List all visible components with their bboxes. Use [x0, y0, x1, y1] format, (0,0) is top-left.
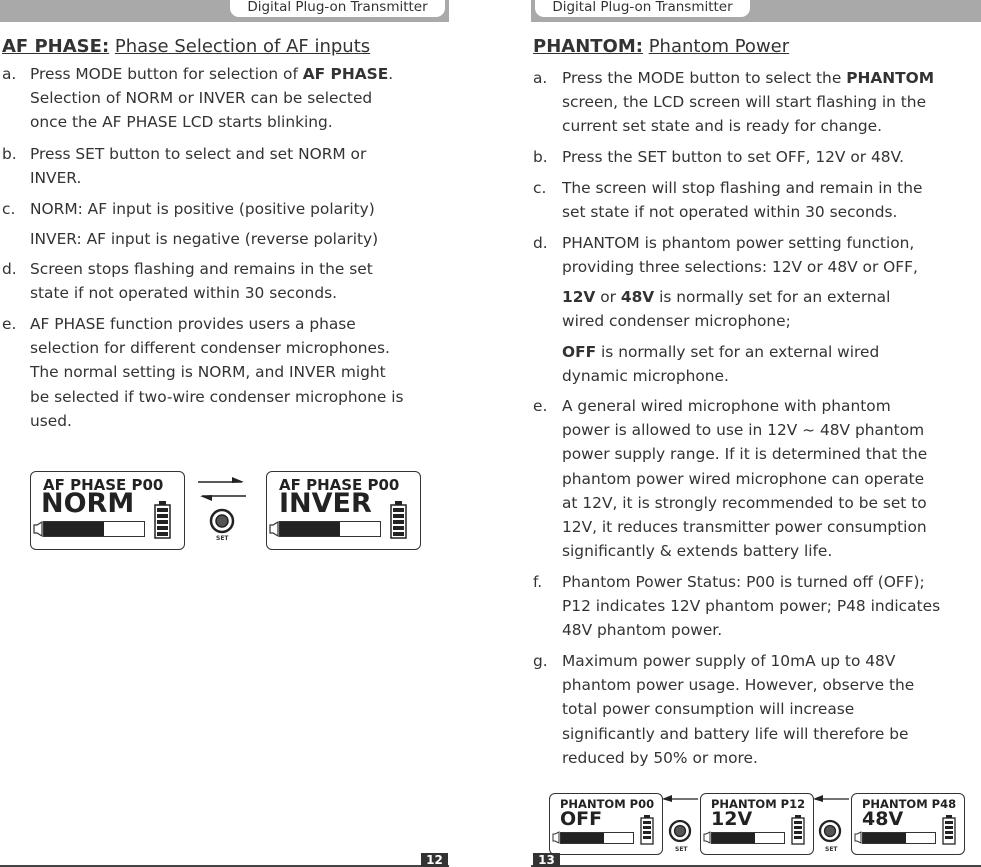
- header-tab-left: Digital Plug-on Transmitter: [230, 0, 445, 17]
- item-text: Press the MODE button to select the PHANTOM screen, the LCD screen will start flashing in the current set state and is ready for change.: [562, 69, 935, 136]
- lcd-norm: AF PHASE P00 NORM: [30, 471, 185, 550]
- item-text: A general wired microphone with phantom power is allowed to use in 12V ~ 48V phantom power supply range. If it is determined that the phantom power wired microphone can operate at 12V, it is strongly recommended to be set to 12V, it reduces transmitter power consumption significantly & extends battery life.: [562, 397, 928, 561]
- speaker-icon: [854, 831, 862, 844]
- page-number-right: 13: [533, 853, 560, 867]
- level-bar: [862, 832, 936, 844]
- item-text: Phantom Power Status: P00 is turned off (OFF); P12 indicates 12V phantom power; P48 indicates 48V phantom power.: [562, 573, 941, 640]
- page-title-left: AF PHASE: Phase Selection of AF inputs: [2, 36, 371, 57]
- item-text: Press SET button to select and set NORM or INVER.: [30, 145, 367, 188]
- lcd-off: PHANTOM P00 OFF: [549, 793, 663, 855]
- item-text: INVER: AF input is negative (reverse polarity): [30, 230, 379, 248]
- arrow-left-icon: [660, 793, 700, 813]
- set-button-icon: [668, 819, 692, 843]
- item-label: e.: [533, 397, 548, 415]
- lcd-inver: AF PHASE P00 INVER: [266, 471, 421, 550]
- item-text: 12V or 48V is normally set for an external wired condenser microphone;: [562, 288, 891, 331]
- item-text: The screen will stop flashing and remain in the set state if not operated within 30 seconds.: [562, 179, 923, 222]
- item-label: c.: [2, 200, 16, 218]
- item-text: PHANTOM is phantom power setting function, providing three selections: 12V or 48V or OFF,: [562, 234, 918, 277]
- battery-icon: [639, 814, 655, 846]
- item-label: a.: [2, 65, 17, 83]
- set-button-icon: [818, 819, 842, 843]
- item-text: Press MODE button for selection of AF PHASE. Selection of NORM or INVER can be selected once the AF PHASE LCD starts blinking.: [30, 65, 394, 132]
- header-tab-right: Digital Plug-on Transmitter: [535, 0, 750, 17]
- level-bar: [711, 832, 785, 844]
- speaker-icon: [33, 521, 43, 537]
- battery-icon: [153, 500, 173, 540]
- battery-icon: [790, 814, 806, 846]
- item-label: e.: [2, 315, 17, 333]
- speaker-icon: [269, 521, 279, 537]
- speaker-icon: [552, 831, 560, 844]
- speaker-icon: [703, 831, 711, 844]
- level-bar: [279, 521, 381, 537]
- lcd-48v: PHANTOM P48 48V: [851, 793, 965, 855]
- item-text: OFF is normally set for an external wired dynamic microphone.: [562, 343, 880, 386]
- item-label: a.: [533, 69, 548, 87]
- item-label: c.: [533, 179, 547, 197]
- item-label: b.: [2, 145, 17, 163]
- item-label: d.: [2, 260, 17, 278]
- page-number-left: 12: [421, 853, 448, 867]
- battery-icon: [941, 814, 957, 846]
- battery-icon: [389, 500, 409, 540]
- item-text: NORM: AF input is positive (positive polarity): [30, 200, 375, 218]
- level-bar: [560, 832, 634, 844]
- item-text: AF PHASE function provides users a phase selection for different condenser microphones. The normal setting is NORM, and INVER might be selected if two-wire condenser microphone is used.: [30, 315, 404, 430]
- item-text: Press the SET button to set OFF, 12V or 48V.: [562, 148, 905, 166]
- item-label: g.: [533, 652, 548, 670]
- level-bar: [43, 521, 145, 537]
- item-text: Maximum power supply of 10mA up to 48V phantom power usage. However, observe the total power consumption will increase significantly and battery life will therefore be reduced by 50% or more.: [562, 652, 915, 767]
- item-label: f.: [533, 573, 543, 591]
- item-text: Screen stops flashing and remains in the set state if not operated within 30 seconds.: [30, 260, 373, 303]
- item-label: d.: [533, 234, 548, 252]
- swap-arrows-icon: [196, 474, 248, 504]
- lcd-12v: PHANTOM P12 12V: [700, 793, 814, 855]
- arrow-left-icon: [811, 793, 851, 813]
- set-button-icon: [209, 508, 235, 534]
- item-label: b.: [533, 148, 548, 166]
- page-title-right: PHANTOM: Phantom Power: [533, 36, 790, 57]
